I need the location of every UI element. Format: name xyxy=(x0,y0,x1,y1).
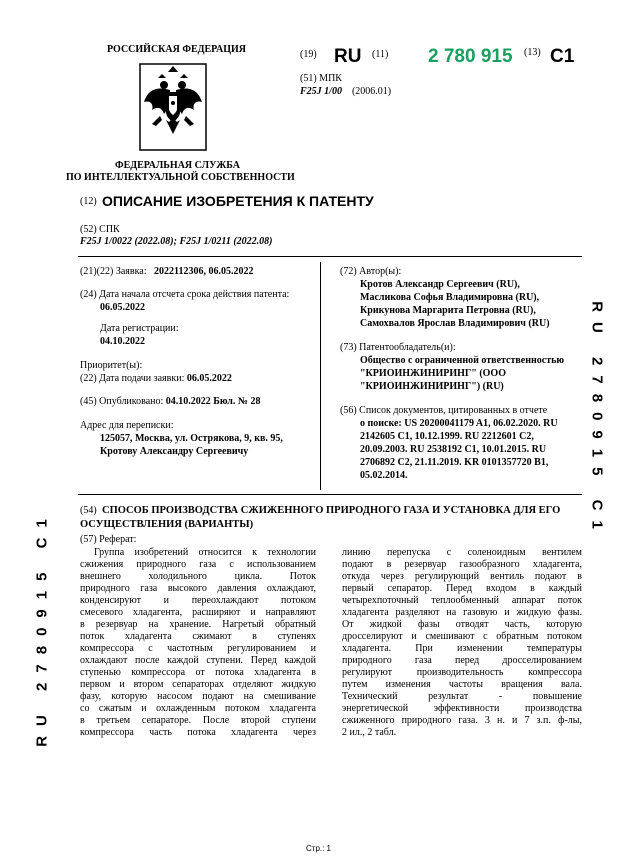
page-number: Стр.: 1 xyxy=(306,844,332,853)
refs-line: о поиске: US 20200041179 A1, 06.02.2020. RU xyxy=(360,418,558,429)
abstract-line: регулируют производительность компрессора xyxy=(342,667,582,678)
abstract-line: Технический результат - повышение xyxy=(342,691,582,702)
abstract-line: откуда через регулирующий вентиль подают в xyxy=(342,571,582,582)
abstract-line: смесевого хладагента, расширяют и направляют xyxy=(80,607,316,618)
abstract-line: четырехпоточный теплообменный аппарат поток xyxy=(342,595,582,606)
term-start-label: (24) Дата начала отсчета срока действия патента: xyxy=(80,289,290,300)
abstract-line: От жидкой фазы отводят часть, которую xyxy=(342,619,582,630)
filing-date-line: (22) Дата подачи заявки: 06.05.2022 xyxy=(80,373,232,384)
side-label-right: RU 2780915 C1 xyxy=(588,301,606,539)
refs-label: (56) Список документов, цитированных в отчете xyxy=(340,405,548,416)
abstract-line: подают в резервуар газообразного хладагента, xyxy=(342,559,582,570)
kind-code: C1 xyxy=(550,46,575,67)
abstract-line: поток хладагента сжимают в ступенях xyxy=(80,631,316,642)
invention-title-line-1: СПОСОБ ПРОИЗВОДСТВА СЖИЖЕННОГО ПРИРОДНОГО ГАЗА И УСТАНОВКА ДЛЯ ЕГО xyxy=(102,505,561,516)
abstract-line: сжиженного природного газа. 3 н. и 7 з.п. ф-лы, xyxy=(342,715,582,726)
abstract-line: Группа изобретений относится к технологии xyxy=(94,547,316,558)
mpk-code: (51) МПК xyxy=(300,73,342,84)
bottom-rule xyxy=(78,494,582,495)
abstract-line: хладагента разделяют на газовую и жидкую фазы. xyxy=(342,607,582,618)
spk-classes: F25J 1/0022 (2022.08); F25J 1/0211 (2022.08) xyxy=(80,236,273,247)
author-item: Кротов Александр Сергеевич (RU), xyxy=(360,279,520,290)
published-line: (45) Опубликовано: 04.10.2022 Бюл. № 28 xyxy=(80,396,261,407)
top-rule xyxy=(78,256,582,257)
abstract-line: в третьем сепараторе. После второй ступени xyxy=(80,715,316,726)
abstract-line: энергетической эффективности производства xyxy=(342,703,582,714)
refs-line: 05.02.2014. xyxy=(360,470,408,481)
coat-of-arms-icon xyxy=(130,60,216,152)
address-line-1: 125057, Москва, ул. Острякова, 9, кв. 95, xyxy=(100,433,283,444)
abstract-left-column xyxy=(80,547,316,739)
refs-line: 2142605 C1, 10.12.1999. RU 2212601 C2, xyxy=(360,431,534,442)
registration-value: 04.10.2022 xyxy=(100,336,145,347)
abstract-line: конденсируют и переохлаждают потоком xyxy=(80,595,316,606)
abstract-line: компрессора с частотным регулированием и xyxy=(80,643,316,654)
holder-line: "КРИОИНЖИНИРИНГ" (ООО xyxy=(360,368,506,379)
patent-number: 2 780 915 xyxy=(428,46,513,67)
holder-line: Общество с ограниченной ответственностью xyxy=(360,355,565,366)
doc-title: ОПИСАНИЕ ИЗОБРЕТЕНИЯ К ПАТЕНТУ xyxy=(102,193,374,209)
abstract-right-column xyxy=(342,547,582,739)
invention-code: (54) xyxy=(80,505,97,516)
column-divider xyxy=(320,262,321,490)
agency-line-1: ФЕДЕРАЛЬНАЯ СЛУЖБА xyxy=(115,160,240,171)
abstract-line: путем изменения частоты вращения вала. xyxy=(342,679,582,690)
mpk-class-line: F25J 1/00 (2006.01) xyxy=(300,86,392,97)
doc-title-code: (12) xyxy=(80,196,97,207)
abstract-line: сжижения природного газа с использованием xyxy=(80,559,316,570)
abstract-line: компрессора часть потока хладагента через xyxy=(80,727,316,738)
registration-label: Дата регистрации: xyxy=(100,323,179,334)
side-label-left: RU 2780915 C1 xyxy=(33,509,51,747)
abstract-line: природного газа перед дросселированием xyxy=(342,655,582,666)
priority-label: Приоритет(ы): xyxy=(80,360,143,371)
code-13: (13) xyxy=(524,47,541,58)
abstract-line: фазу, которую насосом подают на смешивание xyxy=(80,691,316,702)
abstract-line: со сжатым и охлажденным потоком хладагента xyxy=(80,703,316,714)
abstract-label: (57) Реферат: xyxy=(80,534,137,545)
refs-line: 2706892 C2, 21.11.2019. KR 0101357720 B1, xyxy=(360,457,549,468)
term-start-value: 06.05.2022 xyxy=(100,302,145,313)
application-line: (21)(22) Заявка: 2022112306, 06.05.2022 xyxy=(80,266,254,277)
invention-title-line-2: ОСУЩЕСТВЛЕНИЯ (ВАРИАНТЫ) xyxy=(80,519,254,530)
abstract-line: внешнего холодильного цикла. Поток xyxy=(80,571,316,582)
abstract-line: первый сепаратор. Перед входом в каждый xyxy=(342,583,582,594)
abstract-line: хладагента. При изменении температуры xyxy=(342,643,582,654)
refs-line: 20.09.2003. RU 2538192 C1, 10.01.2015. RU xyxy=(360,444,547,455)
abstract-line: 2 ил., 2 табл. xyxy=(342,727,397,738)
code-19: (19) xyxy=(300,49,317,60)
address-line-2: Кротову Александру Сергеевичу xyxy=(100,446,249,457)
author-item: Самохвалов Ярослав Владимирович (RU) xyxy=(360,318,550,329)
abstract-line: в резервуар на хранение. Нагретый обратный xyxy=(80,619,316,630)
address-label: Адрес для переписки: xyxy=(80,420,174,431)
agency-line-2: ПО ИНТЕЛЛЕКТУАЛЬНОЙ СОБСТВЕННОСТИ xyxy=(66,172,295,183)
country-name: РОССИЙСКАЯ ФЕДЕРАЦИЯ xyxy=(107,44,247,55)
code-11: (11) xyxy=(372,49,389,60)
holder-line: "КРИОИНЖИНИРИНГ") (RU) xyxy=(360,381,504,392)
abstract-line: ступенью компрессора от потока хладагента в xyxy=(80,667,316,678)
country-code: RU xyxy=(334,46,362,67)
abstract-line: природного газа высокого давления охлаждают, xyxy=(80,583,316,594)
author-item: Масликова Софья Владимировна (RU), xyxy=(360,292,540,303)
abstract-line: дросселируют и смешивают с обратным потоком xyxy=(342,631,582,642)
spk-label: (52) СПК xyxy=(80,224,120,235)
authors-label: (72) Автор(ы): xyxy=(340,266,402,277)
abstract-line: первом и втором сепараторах отделяют жидкую xyxy=(80,679,316,690)
holder-label: (73) Патентообладатель(и): xyxy=(340,342,456,353)
abstract-line: линию перепуска с соленоидным вентилем xyxy=(342,547,582,558)
abstract-line: охлаждают после каждой ступени. Перед каждой xyxy=(80,655,316,666)
author-item: Крикунова Маргарита Петровна (RU), xyxy=(360,305,536,316)
